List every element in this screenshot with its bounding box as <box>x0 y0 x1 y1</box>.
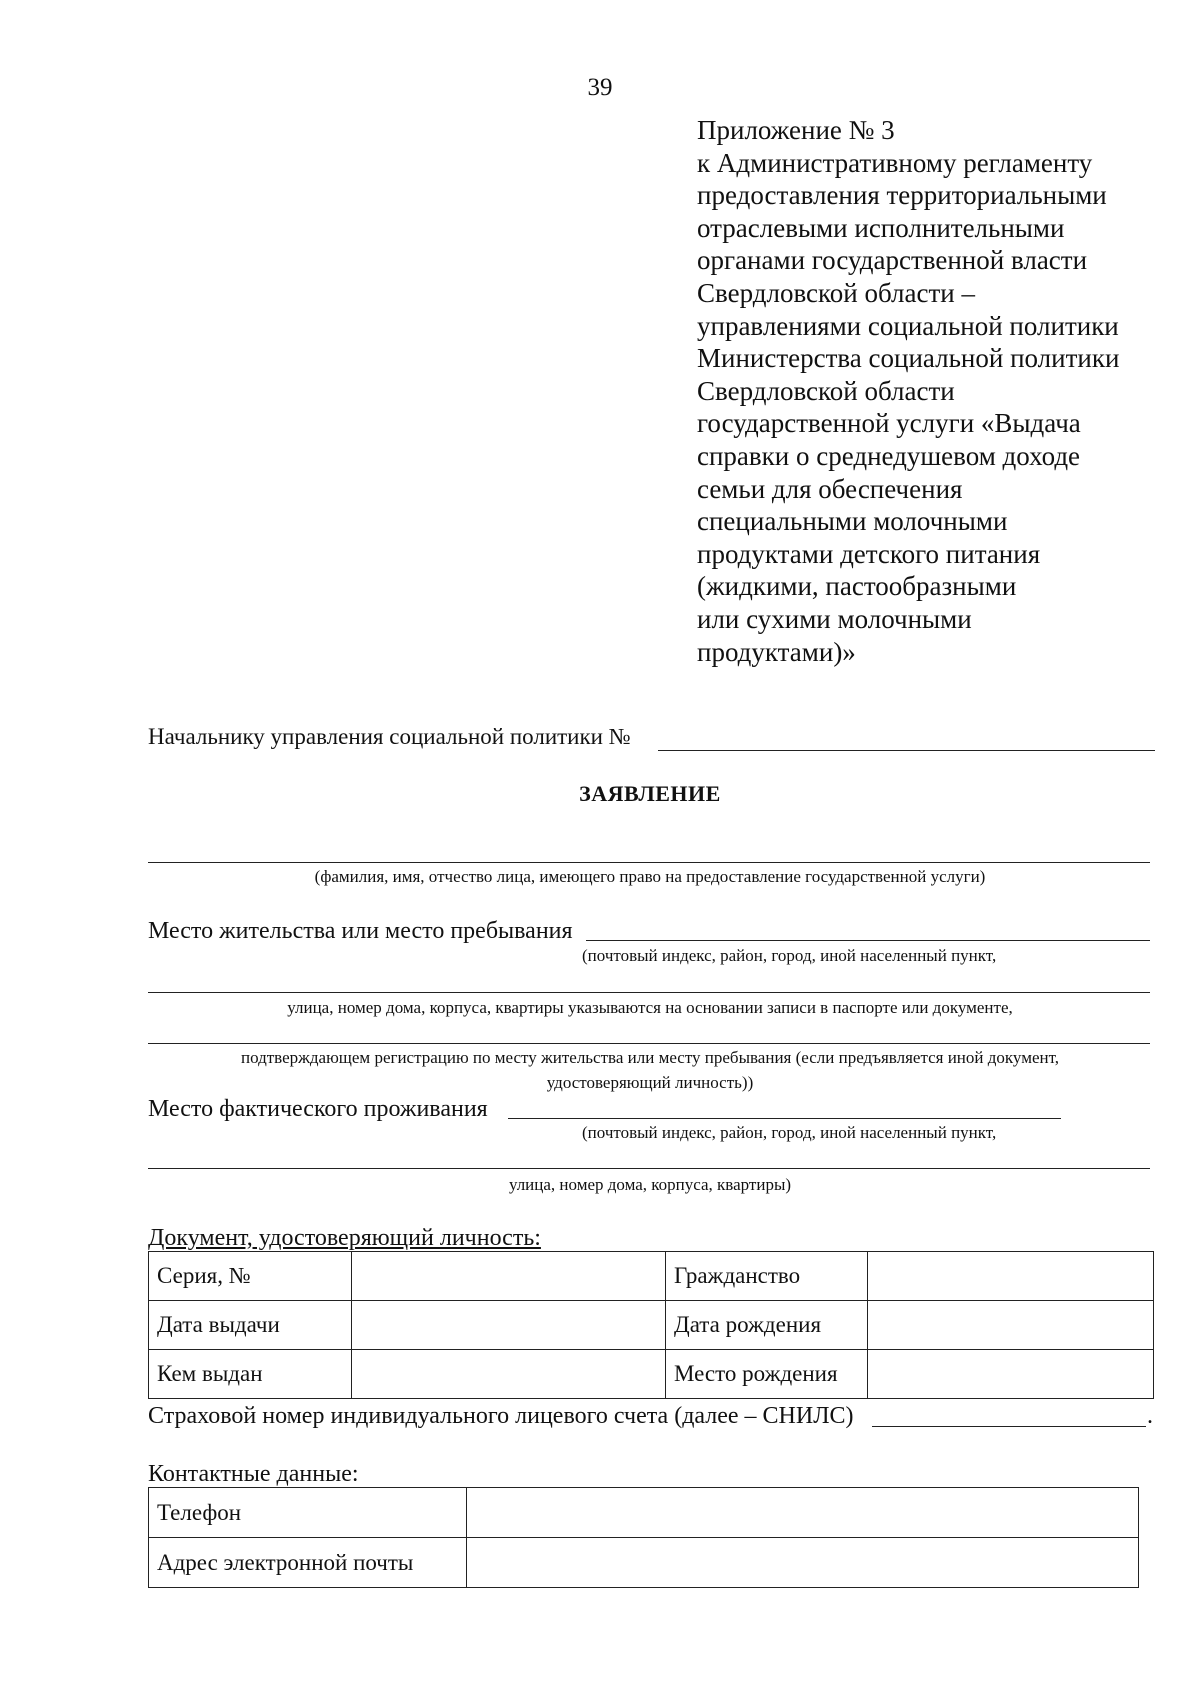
actual-residence-field-line-2[interactable] <box>148 1168 1150 1169</box>
appendix-line: или сухими молочными <box>697 603 972 634</box>
appendix-line: Свердловской области <box>697 375 955 406</box>
appendix-line: Свердловской области – <box>697 277 975 308</box>
fio-caption: (фамилия, имя, отчество лица, имеющего право на предоставление государственной услуги) <box>314 867 986 886</box>
addressee-field-line[interactable] <box>658 750 1155 751</box>
table-row <box>149 1538 1139 1588</box>
contacts-table <box>148 1487 1139 1588</box>
appendix-line: предоставления территориальными <box>697 180 1107 211</box>
residence-field-line-1[interactable] <box>586 940 1150 941</box>
residence-caption-3b: удостоверяющий личность)) <box>546 1073 754 1092</box>
snils-terminator: . <box>1147 1403 1153 1429</box>
series-number-label: Серия, № <box>149 1252 352 1301</box>
birth-date-label: Дата рождения <box>666 1301 868 1350</box>
appendix-line: государственной услуги «Выдача <box>697 408 1081 439</box>
appendix-block <box>697 114 1177 668</box>
identity-doc-heading: Документ, удостоверяющий личность: <box>148 1225 541 1251</box>
birth-place-label: Место рождения <box>666 1350 868 1399</box>
appendix-line: управлениями социальной политики <box>697 310 1119 341</box>
citizenship-field[interactable] <box>868 1252 1154 1301</box>
snils-field-line[interactable] <box>872 1426 1146 1427</box>
identity-doc-table <box>148 1251 1154 1399</box>
appendix-line: Министерства социальной политики <box>697 343 1120 374</box>
email-label: Адрес электронной почты <box>149 1538 467 1588</box>
actual-residence-caption-1: (почтовый индекс, район, город, иной населенный пункт, <box>582 1123 997 1142</box>
appendix-line: продуктами)» <box>697 636 856 667</box>
phone-field[interactable] <box>467 1488 1139 1538</box>
table-row <box>149 1301 1154 1350</box>
residence-field-line-2[interactable] <box>148 992 1150 993</box>
citizenship-label: Гражданство <box>666 1252 868 1301</box>
table-row <box>149 1350 1154 1399</box>
table-row <box>149 1252 1154 1301</box>
issue-date-field[interactable] <box>352 1301 666 1350</box>
appendix-line: продуктами детского питания <box>697 538 1041 569</box>
appendix-line: справки о среднедушевом доходе <box>697 440 1081 471</box>
snils-label: Страховой номер индивидуального лицевого счета (далее – СНИЛС) <box>148 1403 854 1429</box>
issue-date-label: Дата выдачи <box>149 1301 352 1350</box>
email-field[interactable] <box>467 1538 1139 1588</box>
birth-date-field[interactable] <box>868 1301 1154 1350</box>
fio-field-line[interactable] <box>148 862 1150 863</box>
page-number: 39 <box>587 74 613 101</box>
phone-label: Телефон <box>149 1488 467 1538</box>
residence-field-line-3[interactable] <box>148 1043 1150 1044</box>
appendix-line: семьи для обеспечения <box>697 473 963 504</box>
appendix-line: (жидкими, пастообразными <box>697 571 1017 602</box>
residence-caption-2: улица, номер дома, корпуса, квартиры указываются на основании записи в паспорте или документе, <box>287 998 1013 1017</box>
appendix-line: Приложение № 3 <box>697 115 895 145</box>
actual-residence-caption-2: улица, номер дома, корпуса, квартиры) <box>508 1175 792 1194</box>
appendix-line: специальными молочными <box>697 506 1008 537</box>
issued-by-field[interactable] <box>352 1350 666 1399</box>
residence-label: Место жительства или место пребывания <box>148 918 573 944</box>
appendix-line: органами государственной власти <box>697 245 1088 276</box>
series-number-field[interactable] <box>352 1252 666 1301</box>
actual-residence-field-line-1[interactable] <box>508 1118 1061 1119</box>
table-row <box>149 1488 1139 1538</box>
residence-caption-3a: подтверждающем регистрацию по месту жительства или месту пребывания (если предъявляется иной документ, <box>241 1048 1059 1067</box>
appendix-line: к Административному регламенту <box>697 147 1093 178</box>
addressee-label: Начальнику управления социальной политики № <box>148 724 631 749</box>
contacts-heading: Контактные данные: <box>148 1461 359 1487</box>
actual-residence-label: Место фактического проживания <box>148 1096 488 1122</box>
appendix-line: отраслевыми исполнительными <box>697 212 1065 243</box>
residence-caption-1: (почтовый индекс, район, город, иной населенный пункт, <box>582 946 997 965</box>
birth-place-field[interactable] <box>868 1350 1154 1399</box>
issued-by-label: Кем выдан <box>149 1350 352 1399</box>
document-title: ЗАЯВЛЕНИЕ <box>579 781 721 806</box>
